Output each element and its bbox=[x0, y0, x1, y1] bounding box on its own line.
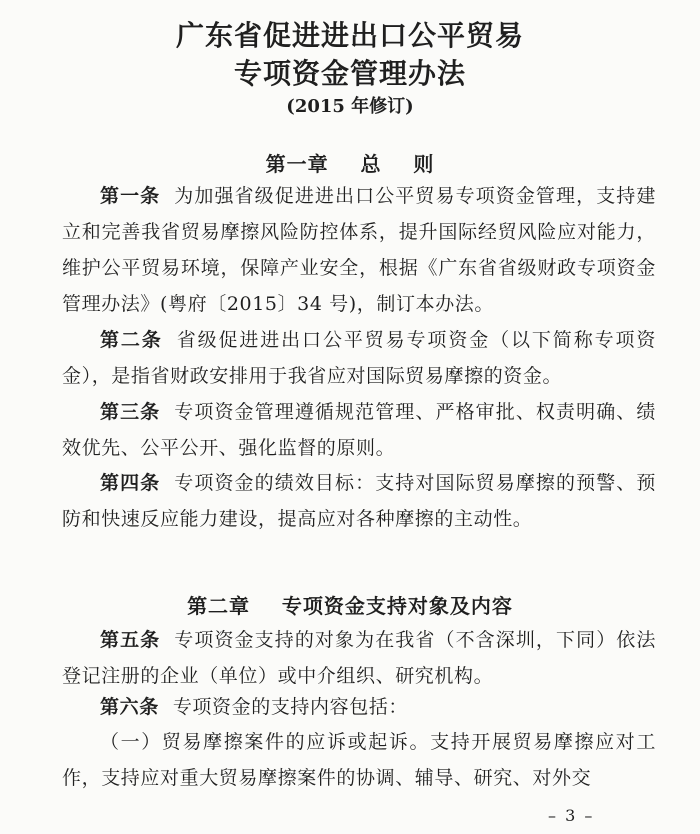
article-text: 专项资金支持的对象为在我省（不含深圳，下同）依法登记注册的企业（单位）或中介组织、研究机构。 bbox=[62, 629, 656, 687]
article-5 bbox=[62, 622, 656, 694]
article-label: 第二条 bbox=[100, 329, 163, 351]
article-2 bbox=[62, 322, 656, 394]
page-number: – 3 – bbox=[548, 806, 595, 825]
document-title-line2: 专项资金管理办法 bbox=[233, 57, 466, 90]
article-label: 第五条 bbox=[100, 629, 161, 651]
article-label: 第三条 bbox=[100, 401, 161, 423]
article-label: 第六条 bbox=[100, 696, 159, 718]
article-6 bbox=[62, 689, 656, 725]
article-1 bbox=[62, 178, 656, 322]
article-4 bbox=[62, 465, 656, 537]
article-text: 省级促进进出口公平贸易专项资金（以下简称专项资金），是指省财政安排用于我省应对国际贸易摩擦的资金。 bbox=[62, 329, 656, 387]
article-label: 第一条 bbox=[100, 185, 161, 207]
article-label: 第四条 bbox=[100, 472, 161, 494]
article-text: 专项资金管理遵循规范管理、严格审批、权责明确、绩效优先、公平公开、强化监督的原则。 bbox=[62, 401, 656, 459]
chapter-heading-1: 第一章 总 则 bbox=[265, 152, 435, 176]
article-text: 专项资金的支持内容包括： bbox=[172, 696, 409, 718]
document-title-line1: 广东省促进进出口公平贸易 bbox=[175, 19, 524, 52]
document-subtitle: (2015 年修订) bbox=[286, 96, 414, 117]
article-text: 为加强省级促进进出口公平贸易专项资金管理，支持建立和完善我省贸易摩擦风险防控体系，提升国际经贸风险应对能力，维护公平贸易环境，保障产业安全，根据《广东省省级财政专项资金管理办法》(粤府〔2015〕34 号)，制订本办法。 bbox=[62, 185, 656, 315]
article-6-item-1: （一）贸易摩擦案件的应诉或起诉。支持开展贸易摩擦应对工作，支持应对重大贸易摩擦案件的协调、辅导、研究、对外交 bbox=[62, 731, 656, 789]
article-text: 专项资金的绩效目标：支持对国际贸易摩擦的预警、预防和快速反应能力建设，提高应对各种摩擦的主动性。 bbox=[62, 472, 656, 530]
chapter-heading-2: 第二章 专项资金支持对象及内容 bbox=[187, 594, 513, 618]
article-3 bbox=[62, 394, 656, 466]
